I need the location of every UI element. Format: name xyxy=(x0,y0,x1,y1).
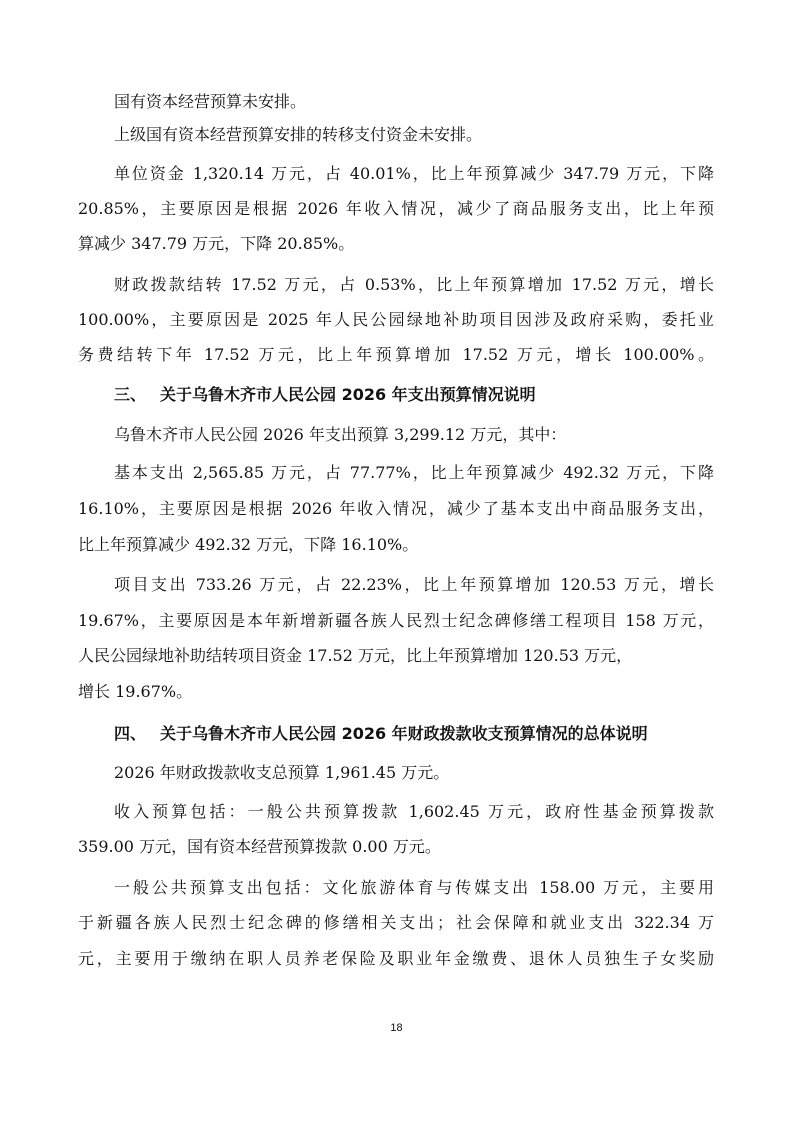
section-heading-4 xyxy=(114,723,648,745)
paragraph-line: 财政拨款结转 17.52 万元，占 0.53%，比上年预算增加 17.52 万元，增长 xyxy=(114,275,714,294)
section-title: 关于乌鲁木齐市人民公园 2026 年财政拨款收支预算情况的总体说明 xyxy=(160,724,648,743)
paragraph-line: 359.00 万元，国有资本经营预算拨款 0.00 万元。 xyxy=(78,837,441,856)
paragraph-line: 16.10%，主要原因是根据 2026 年收入情况，减少了基本支出中商品服务支出， xyxy=(78,499,714,518)
paragraph-line: 国有资本经营预算未安排。 xyxy=(114,92,307,111)
paragraph-line: 上级国有资本经营预算安排的转移支付资金未安排。 xyxy=(114,125,483,144)
section-number: 三、 xyxy=(114,385,147,404)
paragraph-line: 增长 19.67%。 xyxy=(78,682,193,701)
section-heading-3 xyxy=(114,384,536,406)
paragraph-line: 算减少 347.79 万元，下降 20.85%。 xyxy=(78,234,355,253)
paragraph-line: 20.85%，主要原因是根据 2026 年收入情况，减少了商品服务支出，比上年预 xyxy=(78,199,714,218)
paragraph-line: 单位资金 1,320.14 万元，占 40.01%，比上年预算减少 347.79 万元，下降 xyxy=(114,164,714,183)
paragraph-line: 元，主要用于缴纳在职人员养老保险及职业年金缴费、退休人员独生子女奖励 xyxy=(78,949,714,968)
paragraph-line: 一般公共预算支出包括：文化旅游体育与传媒支出 158.00 万元，主要用 xyxy=(114,878,714,897)
paragraph-line: 乌鲁木齐市人民公园 2026 年支出预算 3,299.12 万元，其中： xyxy=(114,425,567,444)
paragraph-line: 100.00%，主要原因是 2025 年人民公园绿地补助项目因涉及政府采购，委托业 xyxy=(78,310,714,329)
paragraph-line: 比上年预算减少 492.32 万元，下降 16.10%。 xyxy=(78,535,419,554)
section-number: 四、 xyxy=(114,724,147,743)
paragraph-line: 收入预算包括：一般公共预算拨款 1,602.45 万元，政府性基金预算拨款 xyxy=(114,802,714,821)
paragraph-line: 于新疆各族人民烈士纪念碑的修缮相关支出；社会保障和就业支出 322.34 万 xyxy=(78,913,714,932)
paragraph-line: 基本支出 2,565.85 万元，占 77.77%，比上年预算减少 492.32 万元，下降 xyxy=(114,463,714,482)
paragraph-line: 19.67%，主要原因是本年新增新疆各族人民烈士纪念碑修缮工程项目 158 万元， xyxy=(78,611,714,630)
section-title: 关于乌鲁木齐市人民公园 2026 年支出预算情况说明 xyxy=(160,385,536,404)
paragraph-line: 人民公园绿地补助结转项目资金 17.52 万元，比上年预算增加 120.53 万元， xyxy=(78,646,633,665)
paragraph-line: 项目支出 733.26 万元，占 22.23%，比上年预算增加 120.53 万元，增长 xyxy=(114,575,714,594)
paragraph-line: 务费结转下年 17.52 万元，比上年预算增加 17.52 万元，增长 100.00%。 xyxy=(78,345,714,364)
paragraph-line: 2026 年财政拨款收支总预算 1,961.45 万元。 xyxy=(114,763,450,782)
page-number: 18 xyxy=(390,1022,403,1034)
